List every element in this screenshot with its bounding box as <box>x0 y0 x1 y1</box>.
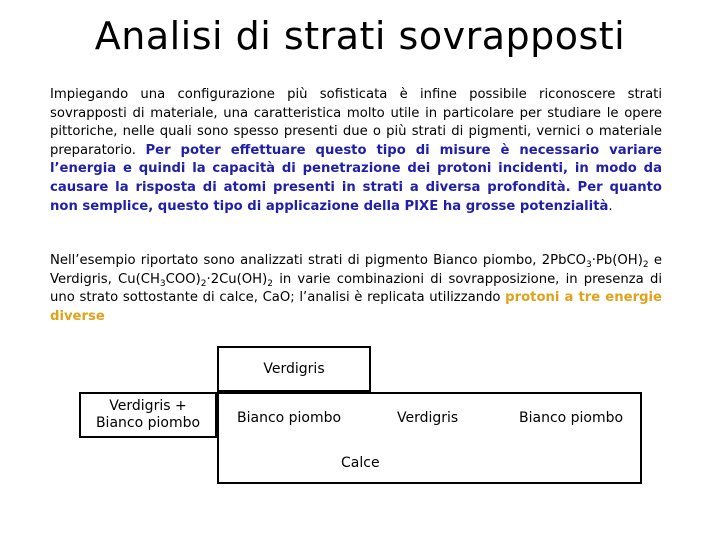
layer-label-calce: Calce <box>341 455 380 471</box>
layer-mix <box>79 392 217 438</box>
layer-label-bianco-piombo: Bianco piombo <box>237 410 342 426</box>
example-text-4: COO) <box>165 271 201 287</box>
layer-label: Verdigris <box>263 361 325 377</box>
layer-label: Bianco piombo <box>95 415 201 431</box>
intro-highlight: Per poter effettuare questo tipo di misure è necessario variare l’energia e quindi la capacità di penetrazione dei protoni incidenti, in modo da causare la risposta di atomi presenti in strati a diversa profondità. Per quanto non semplice, questo tipo di applicazione della PIXE ha grosse potenzialità <box>50 142 662 214</box>
subscript: 2 <box>200 278 207 289</box>
example-text-5: ·2Cu(OH) <box>206 271 268 287</box>
subscript: 3 <box>159 278 166 289</box>
example-text-1: Nell’esempio riportato sono analizzati strati di pigmento Bianco piombo, 2PbCO <box>50 253 587 268</box>
layer-block-main <box>217 392 642 484</box>
layer-label-verdigris: Verdigris <box>397 410 459 426</box>
example-highlight: protoni a tre energie diverse <box>50 290 662 324</box>
intro-end: . <box>608 198 613 214</box>
example-text-6: in varie combinazioni di sovrapposizione, in presenza di uno strato sottostante di calce, CaO; l’analisi è replicata utilizzando <box>50 271 663 306</box>
paragraph-intro <box>50 86 662 216</box>
layer-label-bianco-piombo-2: Bianco piombo <box>519 410 624 426</box>
example-text-2: ·Pb(OH) <box>591 253 643 268</box>
paragraph-example <box>50 252 662 326</box>
intro-text: Impiegando una configurazione più sofisticata è infine possibile riconoscere strati sovrapposti di materiale, una caratteristica molto utile in particolare per studiare le opere pittoriche, nelle quali sono spesso presenti due o più strati di pigmenti, vernici o materiale preparatorio. <box>50 87 662 158</box>
subscript: 2 <box>642 260 649 270</box>
subscript: 3 <box>586 260 592 270</box>
example-text-3: e Verdigris, Cu(CH <box>50 253 662 287</box>
subscript: 2 <box>267 278 273 289</box>
layer-verdigris-top <box>217 346 371 392</box>
page-title: Analisi di strati sovrapposti <box>94 14 626 58</box>
layer-label: Verdigris + <box>109 398 187 414</box>
